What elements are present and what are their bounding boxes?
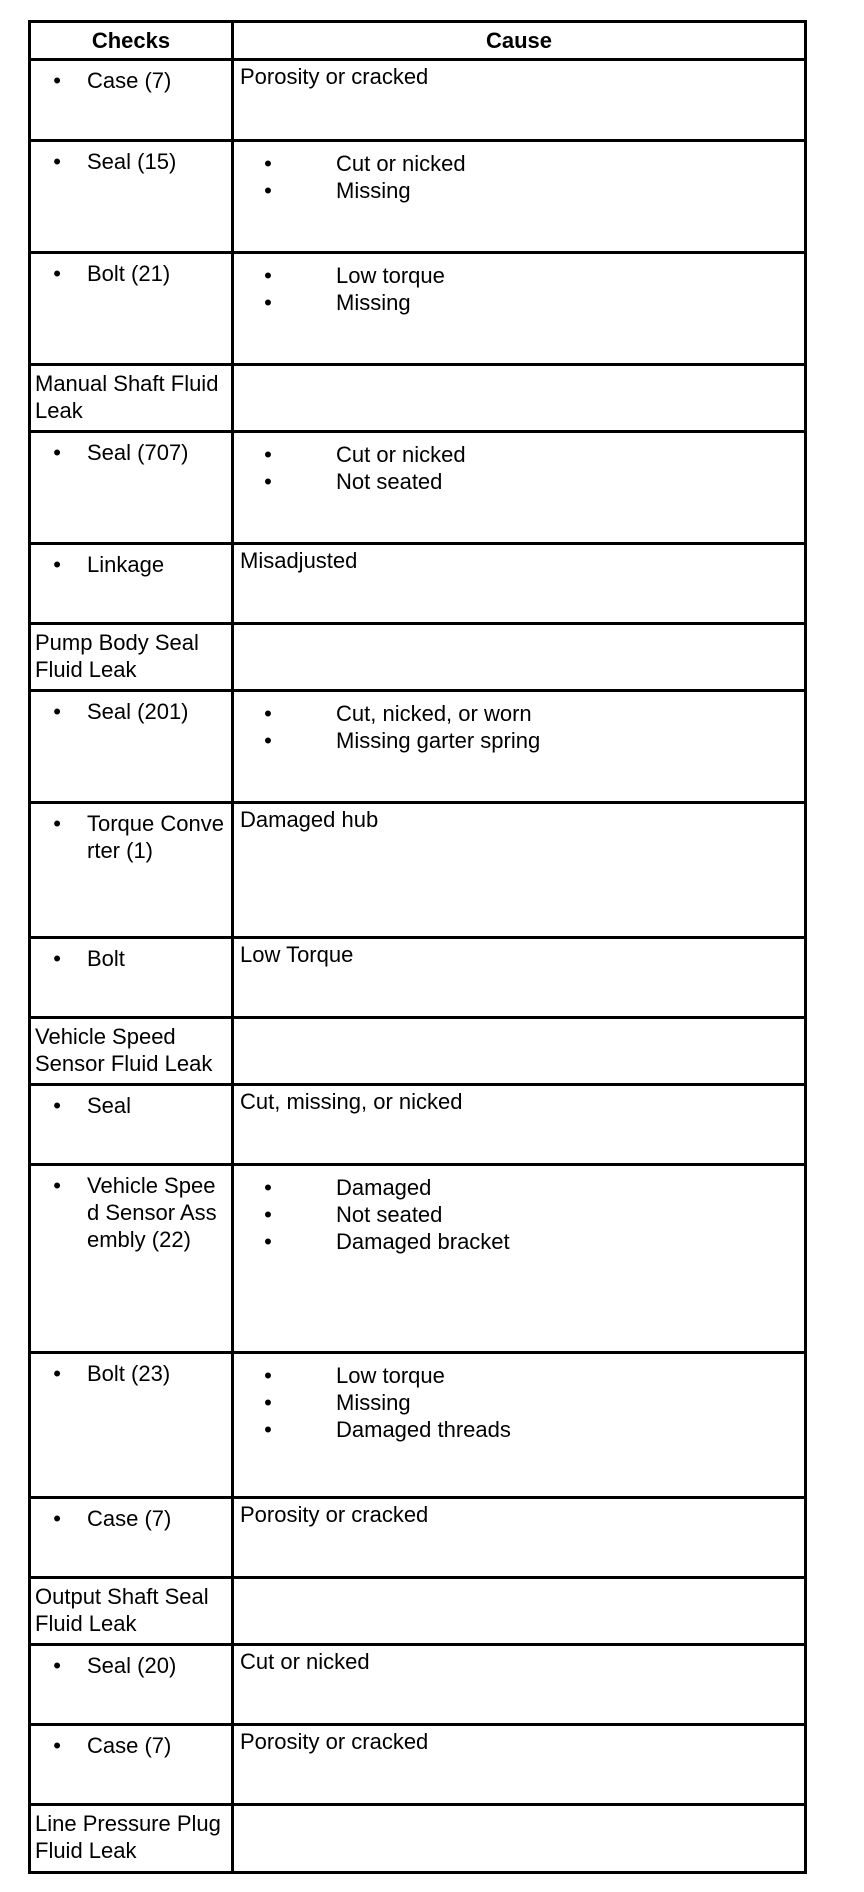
- table-row: [30, 691, 806, 803]
- bullet-icon: •: [53, 1173, 61, 1198]
- section-heading-row: [30, 365, 806, 432]
- cause-text: Missing: [336, 290, 411, 315]
- check-item: [31, 1354, 231, 1387]
- cause-list-item: [234, 177, 804, 204]
- check-label: Torque Converter (1): [87, 811, 224, 863]
- check-label: Bolt: [87, 946, 125, 971]
- table-row: [30, 432, 806, 544]
- cause-cell: [233, 624, 806, 691]
- cause-list: [234, 1354, 804, 1443]
- bullet-icon: •: [53, 1733, 61, 1758]
- check-label: Seal (201): [87, 699, 189, 724]
- cause-cell: [233, 1165, 806, 1353]
- check-label: Case (7): [87, 68, 172, 93]
- cause-cell: [233, 1085, 806, 1165]
- bullet-icon: •: [264, 290, 272, 315]
- cause-list-item: [234, 1201, 804, 1228]
- bullet-icon: •: [264, 1363, 272, 1388]
- cause-cell: [233, 1353, 806, 1498]
- cause-cell: [233, 365, 806, 432]
- checks-cell: [30, 544, 233, 624]
- section-heading: Vehicle Speed Sensor Fluid Leak: [35, 1024, 213, 1076]
- cause-cell: [233, 1018, 806, 1085]
- checks-cell: [30, 1578, 233, 1645]
- cause-list-item: [234, 468, 804, 495]
- table-row: [30, 1725, 806, 1805]
- section-heading: Output Shaft Seal Fluid Leak: [35, 1584, 209, 1636]
- cause-text: Cut, nicked, or worn: [336, 701, 532, 726]
- bullet-icon: •: [53, 1361, 61, 1386]
- cause-list: [234, 254, 804, 316]
- check-item: [31, 1646, 231, 1679]
- check-item: [31, 1166, 231, 1253]
- cause-cell: [233, 253, 806, 365]
- section-heading-row: [30, 1018, 806, 1085]
- cause-cell: [233, 803, 806, 938]
- check-item: [31, 433, 231, 466]
- cause-list-item: [234, 700, 804, 727]
- cause-cell: [233, 1578, 806, 1645]
- section-heading: Line Pressure Plug Fluid Leak: [35, 1811, 221, 1863]
- table-row: [30, 1498, 806, 1578]
- bullet-icon: •: [53, 68, 61, 93]
- cause-text: Low torque: [336, 1363, 445, 1388]
- bullet-icon: •: [53, 811, 61, 836]
- check-item: [31, 1086, 231, 1119]
- table-row: [30, 1353, 806, 1498]
- bullet-icon: •: [264, 263, 272, 288]
- cause-cell: [233, 60, 806, 141]
- cause-text: Not seated: [336, 469, 443, 494]
- cause-list: [234, 1166, 804, 1255]
- bullet-icon: •: [264, 151, 272, 176]
- cause-text: Cut, missing, or nicked: [240, 1089, 463, 1114]
- bullet-icon: •: [53, 1653, 61, 1678]
- section-heading: Manual Shaft Fluid Leak: [35, 371, 219, 423]
- cause-text: Missing garter spring: [336, 728, 541, 753]
- cause-text: Damaged bracket: [336, 1229, 510, 1254]
- bullet-icon: •: [264, 1417, 272, 1442]
- cause-list-item: [234, 289, 804, 316]
- checks-cell: [30, 1805, 233, 1873]
- check-item: [31, 692, 231, 725]
- cause-list-item: [234, 1228, 804, 1255]
- cause-list-item: [234, 150, 804, 177]
- bullet-icon: •: [53, 440, 61, 465]
- table-row: [30, 803, 806, 938]
- check-item: [31, 254, 231, 287]
- section-heading: Pump Body Seal Fluid Leak: [35, 630, 199, 682]
- cause-list-item: [234, 262, 804, 289]
- section-heading-row: [30, 624, 806, 691]
- bullet-icon: •: [53, 1506, 61, 1531]
- cause-text: Low Torque: [240, 942, 354, 967]
- cause-cell: [233, 691, 806, 803]
- cause-text: Missing: [336, 178, 411, 203]
- bullet-icon: •: [53, 261, 61, 286]
- cause-cell: [233, 938, 806, 1018]
- check-label: Case (7): [87, 1506, 172, 1531]
- cause-list-item: [234, 1416, 804, 1443]
- check-item: [31, 939, 231, 972]
- bullet-icon: •: [53, 149, 61, 174]
- cause-list-item: [234, 1362, 804, 1389]
- checks-cell: [30, 1498, 233, 1578]
- cause-list-item: [234, 1174, 804, 1201]
- bullet-icon: •: [264, 1390, 272, 1415]
- cause-cell: [233, 1725, 806, 1805]
- checks-cell: [30, 253, 233, 365]
- table-row: [30, 141, 806, 253]
- check-label: Case (7): [87, 1733, 172, 1758]
- checks-cell: [30, 1725, 233, 1805]
- cause-cell: [233, 432, 806, 544]
- checks-cell: [30, 1645, 233, 1725]
- cause-list: [234, 142, 804, 204]
- cause-text: Not seated: [336, 1202, 443, 1227]
- check-label: Seal: [87, 1093, 132, 1118]
- bullet-icon: •: [53, 699, 61, 724]
- check-label: Seal (707): [87, 440, 189, 465]
- check-item: [31, 61, 231, 94]
- cause-cell: [233, 141, 806, 253]
- cause-text: Misadjusted: [240, 548, 358, 573]
- cause-list-item: [234, 1389, 804, 1416]
- table-row: [30, 938, 806, 1018]
- check-label: Vehicle Speed Sensor Assembly (22): [87, 1173, 217, 1252]
- table-row: [30, 1085, 806, 1165]
- checks-cell: [30, 1165, 233, 1353]
- cause-list: [234, 433, 804, 495]
- checks-cell: [30, 141, 233, 253]
- bullet-icon: •: [53, 552, 61, 577]
- bullet-icon: •: [264, 728, 272, 753]
- checks-cause-table: [28, 20, 807, 1874]
- bullet-icon: •: [264, 1175, 272, 1200]
- cause-text: Porosity or cracked: [240, 1502, 429, 1527]
- cause-text: Cut or nicked: [240, 1649, 370, 1674]
- cause-text: Damaged threads: [336, 1417, 511, 1442]
- check-item: [31, 142, 231, 175]
- cause-list: [234, 692, 804, 754]
- cause-column-header: Cause: [233, 22, 806, 60]
- check-label: Seal (20): [87, 1653, 177, 1678]
- cause-text: Porosity or cracked: [240, 64, 429, 89]
- table-row: [30, 60, 806, 141]
- check-label: Bolt (23): [87, 1361, 171, 1386]
- cause-text: Low torque: [336, 263, 445, 288]
- table-header-row: [30, 22, 806, 60]
- cause-text: Missing: [336, 1390, 411, 1415]
- table-row: [30, 1645, 806, 1725]
- checks-cell: [30, 1085, 233, 1165]
- check-item: [31, 804, 231, 864]
- cause-text: Damaged: [336, 1175, 432, 1200]
- checks-cell: [30, 803, 233, 938]
- table-row: [30, 253, 806, 365]
- cause-text: Cut or nicked: [336, 442, 466, 467]
- bullet-icon: •: [264, 701, 272, 726]
- checks-cell: [30, 432, 233, 544]
- check-item: [31, 1499, 231, 1532]
- check-label: Linkage: [87, 552, 165, 577]
- check-label: Bolt (21): [87, 261, 171, 286]
- cause-text: Porosity or cracked: [240, 1729, 429, 1754]
- bullet-icon: •: [264, 1202, 272, 1227]
- check-item: [31, 545, 231, 578]
- section-heading-row: [30, 1578, 806, 1645]
- section-heading-row: [30, 1805, 806, 1873]
- checks-cell: [30, 624, 233, 691]
- checks-cell: [30, 938, 233, 1018]
- checks-cell: [30, 691, 233, 803]
- bullet-icon: •: [53, 1093, 61, 1118]
- check-label: Seal (15): [87, 149, 177, 174]
- cause-list-item: [234, 441, 804, 468]
- bullet-icon: •: [264, 442, 272, 467]
- checks-cell: [30, 365, 233, 432]
- checks-cell: [30, 60, 233, 141]
- check-item: [31, 1726, 231, 1759]
- cause-cell: [233, 544, 806, 624]
- checks-column-header: Checks: [30, 22, 233, 60]
- bullet-icon: •: [53, 946, 61, 971]
- cause-text: Damaged hub: [240, 807, 379, 832]
- table-row: [30, 544, 806, 624]
- checks-cell: [30, 1018, 233, 1085]
- cause-cell: [233, 1645, 806, 1725]
- bullet-icon: •: [264, 1229, 272, 1254]
- checks-cell: [30, 1353, 233, 1498]
- cause-cell: [233, 1805, 806, 1873]
- bullet-icon: •: [264, 178, 272, 203]
- cause-cell: [233, 1498, 806, 1578]
- bullet-icon: •: [264, 469, 272, 494]
- table-row: [30, 1165, 806, 1353]
- cause-list-item: [234, 727, 804, 754]
- cause-text: Cut or nicked: [336, 151, 466, 176]
